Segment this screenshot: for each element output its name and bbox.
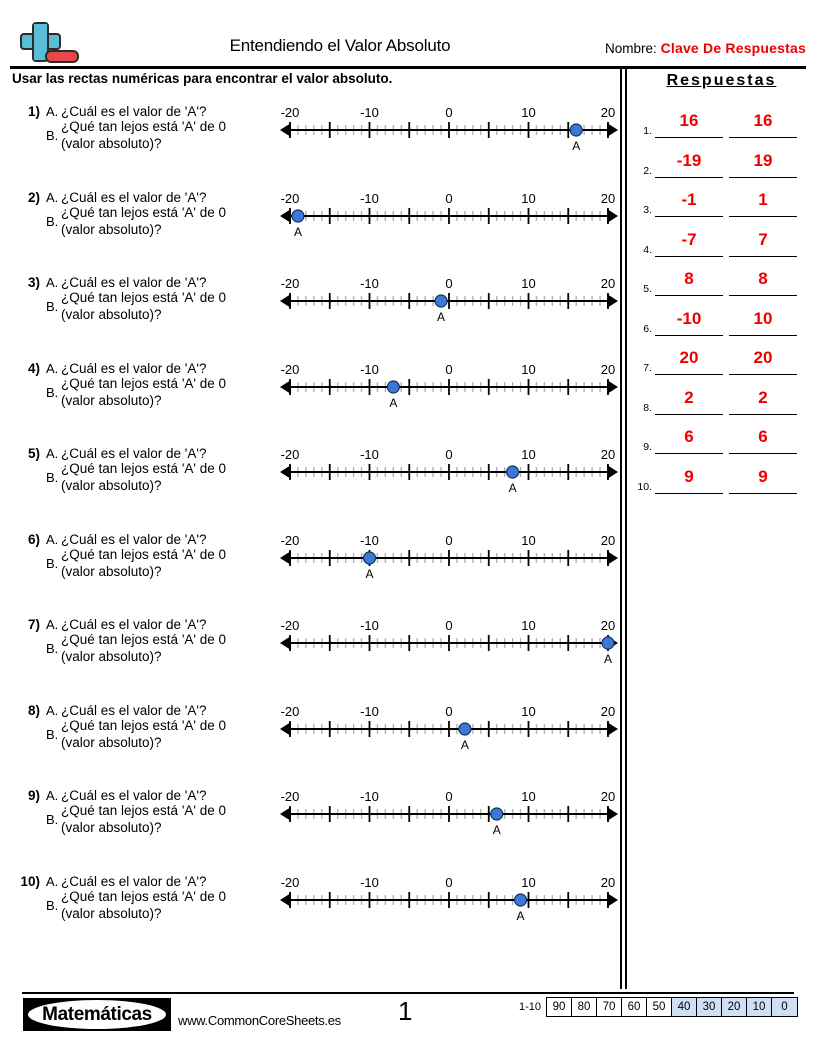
svg-text:0: 0 bbox=[445, 447, 453, 462]
answer-slot-b[interactable]: 9 bbox=[729, 463, 797, 494]
part-b-question: ¿Qué tan lejos está 'A' de 0 (valor absoluto)? bbox=[61, 632, 226, 664]
brand-logo bbox=[23, 998, 171, 1031]
part-a-question: ¿Cuál es el valor de 'A'? bbox=[61, 873, 207, 889]
svg-text:0: 0 bbox=[445, 874, 453, 890]
answer-slot-b[interactable]: 1 bbox=[729, 186, 797, 217]
svg-text:-20: -20 bbox=[280, 789, 300, 804]
answer-row bbox=[630, 300, 816, 336]
svg-text:20: 20 bbox=[600, 789, 616, 804]
part-a-question: ¿Cuál es el valor de 'A'? bbox=[61, 702, 207, 718]
svg-text:A: A bbox=[508, 481, 517, 495]
svg-text:10: 10 bbox=[521, 447, 536, 462]
problem-number: 7) bbox=[27, 617, 40, 632]
part-b-question: ¿Qué tan lejos está 'A' de 0 (valor absoluto)? bbox=[61, 119, 226, 151]
part-b-letter: B. bbox=[46, 299, 59, 314]
answer-row-number: 8. bbox=[643, 401, 652, 414]
part-a-letter: A. bbox=[46, 104, 59, 119]
instruction-text: Usar las rectas numéricas para encontrar el valor absoluto. bbox=[12, 71, 393, 86]
number-line[interactable] bbox=[280, 267, 618, 329]
part-b-letter: B. bbox=[46, 812, 59, 827]
answer-row-number: 7. bbox=[643, 362, 652, 374]
part-b-question: ¿Qué tan lejos está 'A' de 0 (valor absoluto)? bbox=[61, 290, 226, 322]
svg-text:10: 10 bbox=[521, 532, 536, 548]
answer-row bbox=[630, 142, 816, 178]
problem-number: 9) bbox=[27, 788, 40, 803]
svg-text:-20: -20 bbox=[280, 276, 300, 291]
number-line[interactable] bbox=[280, 866, 618, 928]
svg-text:0: 0 bbox=[445, 361, 453, 377]
answer-slot-b[interactable]: 8 bbox=[729, 265, 797, 296]
answer-slot-a[interactable]: -10 bbox=[655, 305, 723, 336]
answer-row bbox=[630, 102, 816, 138]
score-scale-cell[interactable]: 80 bbox=[572, 998, 597, 1016]
svg-text:A: A bbox=[460, 737, 469, 752]
minus-bar bbox=[45, 50, 79, 63]
answer-row bbox=[630, 181, 816, 217]
part-a-letter: A. bbox=[46, 360, 59, 376]
divider-line-right bbox=[625, 69, 627, 989]
svg-text:-20: -20 bbox=[280, 105, 300, 120]
answer-row-number: 3. bbox=[643, 204, 652, 216]
svg-text:0: 0 bbox=[445, 105, 453, 120]
svg-text:-20: -20 bbox=[280, 190, 300, 206]
score-scale-cell[interactable]: 70 bbox=[597, 998, 622, 1016]
svg-text:10: 10 bbox=[521, 105, 536, 120]
score-scale-cell[interactable]: 90 bbox=[547, 998, 572, 1016]
part-b-letter: B. bbox=[46, 641, 59, 656]
problem-number: 5) bbox=[27, 446, 40, 461]
answer-slot-a[interactable]: -19 bbox=[655, 147, 723, 178]
score-scale-cell[interactable]: 0 bbox=[772, 998, 797, 1016]
svg-text:10: 10 bbox=[521, 874, 536, 890]
number-line[interactable] bbox=[280, 353, 618, 415]
svg-text:-10: -10 bbox=[360, 789, 379, 804]
svg-text:-10: -10 bbox=[360, 447, 379, 462]
svg-text:0: 0 bbox=[445, 703, 453, 719]
part-b-question: ¿Qué tan lejos está 'A' de 0 (valor absoluto)? bbox=[61, 461, 226, 493]
svg-text:20: 20 bbox=[600, 447, 616, 462]
svg-text:-10: -10 bbox=[360, 703, 379, 719]
score-scale-cell[interactable]: 40 bbox=[672, 998, 697, 1016]
score-scale-cell[interactable]: 10 bbox=[747, 998, 772, 1016]
answer-row-number: 5. bbox=[643, 283, 652, 295]
svg-text:A: A bbox=[603, 652, 613, 666]
svg-text:-20: -20 bbox=[280, 703, 300, 719]
svg-text:20: 20 bbox=[600, 361, 616, 377]
answer-row-number: 9. bbox=[643, 441, 652, 453]
svg-text:A: A bbox=[293, 224, 302, 239]
score-scale bbox=[519, 997, 798, 1017]
svg-text:A: A bbox=[572, 139, 581, 153]
svg-text:A: A bbox=[492, 823, 501, 837]
problem-row bbox=[0, 780, 620, 865]
problem-row bbox=[0, 182, 620, 267]
answers-panel-title: Respuestas bbox=[666, 72, 777, 89]
part-b-letter: B. bbox=[46, 555, 59, 571]
svg-text:0: 0 bbox=[445, 190, 453, 206]
answer-row-number: 1. bbox=[643, 125, 652, 137]
column-divider bbox=[620, 69, 627, 989]
part-a-letter: A. bbox=[46, 446, 59, 461]
score-scale-cell[interactable]: 50 bbox=[647, 998, 672, 1016]
name-field bbox=[605, 40, 806, 56]
number-line[interactable] bbox=[280, 182, 618, 244]
answer-slot-b[interactable]: 19 bbox=[729, 147, 797, 178]
score-scale-cells bbox=[546, 997, 798, 1017]
page-header bbox=[0, 0, 816, 68]
problem-row bbox=[0, 267, 620, 352]
part-a-letter: A. bbox=[46, 617, 59, 632]
part-b-question: ¿Qué tan lejos está 'A' de 0 (valor absoluto)? bbox=[61, 546, 226, 579]
svg-text:-10: -10 bbox=[360, 190, 379, 206]
answer-slot-a[interactable]: 6 bbox=[655, 423, 723, 454]
number-line[interactable] bbox=[280, 96, 618, 158]
problem-number: 1) bbox=[27, 104, 40, 119]
svg-text:10: 10 bbox=[521, 789, 536, 804]
number-line[interactable] bbox=[280, 780, 618, 842]
problem-row bbox=[0, 695, 620, 780]
answer-slot-b[interactable]: 7 bbox=[729, 226, 797, 257]
problem-number: 4) bbox=[27, 360, 40, 376]
answer-slot-b[interactable]: 20 bbox=[729, 344, 797, 375]
score-scale-cell[interactable]: 20 bbox=[722, 998, 747, 1016]
svg-text:A: A bbox=[389, 395, 398, 410]
svg-text:A: A bbox=[516, 908, 525, 923]
part-a-question: ¿Cuál es el valor de 'A'? bbox=[61, 104, 207, 119]
answer-row bbox=[630, 339, 816, 375]
answer-row-number: 2. bbox=[643, 164, 652, 177]
answer-slot-b[interactable]: 2 bbox=[729, 384, 797, 415]
answer-slot-a[interactable]: 9 bbox=[655, 463, 723, 494]
header-divider bbox=[10, 66, 806, 69]
part-a-letter: A. bbox=[46, 531, 59, 547]
svg-text:A: A bbox=[365, 566, 374, 581]
footer-divider bbox=[22, 992, 794, 994]
part-a-question: ¿Cuál es el valor de 'A'? bbox=[61, 788, 207, 803]
part-b-letter: B. bbox=[46, 470, 59, 485]
answer-row bbox=[630, 418, 816, 454]
answer-row bbox=[630, 260, 816, 296]
part-a-letter: A. bbox=[46, 788, 59, 803]
problem-number: 8) bbox=[27, 702, 40, 718]
problem-number: 2) bbox=[27, 189, 40, 205]
part-a-letter: A. bbox=[46, 275, 59, 290]
answer-slot-a[interactable]: -1 bbox=[655, 186, 723, 217]
svg-text:10: 10 bbox=[521, 703, 536, 719]
problem-row bbox=[0, 609, 620, 694]
svg-text:0: 0 bbox=[445, 532, 453, 548]
problem-row bbox=[0, 866, 620, 951]
svg-text:-10: -10 bbox=[360, 361, 379, 377]
answer-row bbox=[630, 379, 816, 415]
svg-text:10: 10 bbox=[521, 190, 536, 206]
svg-text:10: 10 bbox=[521, 276, 536, 291]
plus-minus-logo-icon bbox=[16, 22, 82, 66]
svg-text:-10: -10 bbox=[360, 276, 379, 291]
part-a-question: ¿Cuál es el valor de 'A'? bbox=[61, 189, 207, 205]
number-line[interactable] bbox=[280, 524, 618, 586]
answer-row-number: 10. bbox=[637, 480, 652, 493]
problem-row bbox=[0, 438, 620, 523]
website-url: www.CommonCoreSheets.es bbox=[178, 1013, 341, 1028]
svg-text:-20: -20 bbox=[280, 532, 300, 548]
page-number: 1 bbox=[398, 996, 413, 1026]
part-b-letter: B. bbox=[46, 726, 59, 742]
part-b-question: ¿Qué tan lejos está 'A' de 0 (valor absoluto)? bbox=[61, 717, 226, 750]
svg-text:20: 20 bbox=[600, 190, 616, 206]
svg-text:0: 0 bbox=[445, 618, 453, 633]
problem-row bbox=[0, 524, 620, 609]
number-line[interactable] bbox=[280, 609, 618, 671]
svg-text:20: 20 bbox=[600, 276, 616, 291]
part-a-question: ¿Cuál es el valor de 'A'? bbox=[61, 275, 207, 290]
number-line[interactable] bbox=[280, 695, 618, 757]
answer-slot-a[interactable]: 20 bbox=[655, 344, 723, 375]
svg-text:20: 20 bbox=[600, 532, 616, 548]
svg-text:20: 20 bbox=[600, 874, 616, 890]
part-b-letter: B. bbox=[46, 897, 59, 913]
score-scale-cell[interactable]: 60 bbox=[622, 998, 647, 1016]
name-value[interactable]: Clave De Respuestas bbox=[660, 40, 806, 56]
part-b-question: ¿Qué tan lejos está 'A' de 0 (valor absoluto)? bbox=[61, 888, 226, 921]
problem-number: 6) bbox=[27, 531, 40, 547]
svg-text:10: 10 bbox=[521, 361, 536, 377]
part-b-letter: B. bbox=[46, 213, 59, 229]
problem-number: 3) bbox=[27, 275, 40, 290]
part-a-question: ¿Cuál es el valor de 'A'? bbox=[61, 531, 207, 547]
number-line[interactable] bbox=[280, 438, 618, 500]
page-title: Entendiendo el Valor Absoluto bbox=[229, 36, 451, 55]
svg-text:-20: -20 bbox=[280, 447, 300, 462]
brand-label: Matemáticas bbox=[28, 1000, 166, 1029]
answer-slot-a[interactable]: 8 bbox=[655, 265, 723, 296]
svg-text:-20: -20 bbox=[280, 361, 300, 377]
problem-row bbox=[0, 96, 620, 181]
divider-line-left bbox=[620, 69, 622, 989]
answer-slot-b[interactable]: 10 bbox=[729, 305, 797, 336]
answer-slot-a[interactable]: 2 bbox=[655, 384, 723, 415]
score-scale-label: 1-10 bbox=[518, 1001, 541, 1013]
part-a-question: ¿Cuál es el valor de 'A'? bbox=[61, 446, 207, 461]
answer-slot-a[interactable]: 16 bbox=[655, 107, 723, 138]
svg-text:-10: -10 bbox=[360, 874, 379, 890]
part-b-question: ¿Qué tan lejos está 'A' de 0 (valor absoluto)? bbox=[61, 204, 226, 237]
svg-text:A: A bbox=[437, 310, 446, 324]
svg-text:20: 20 bbox=[600, 703, 616, 719]
svg-text:-10: -10 bbox=[360, 618, 379, 633]
part-a-letter: A. bbox=[46, 873, 59, 889]
answer-slot-b[interactable]: 16 bbox=[729, 107, 797, 138]
part-a-question: ¿Cuál es el valor de 'A'? bbox=[61, 617, 207, 632]
svg-text:-10: -10 bbox=[360, 105, 379, 120]
problem-row bbox=[0, 353, 620, 438]
svg-text:-10: -10 bbox=[360, 532, 379, 548]
answer-row-number: 6. bbox=[643, 322, 652, 335]
name-label: Nombre: bbox=[605, 41, 657, 56]
svg-text:-20: -20 bbox=[280, 618, 300, 633]
problem-number: 10) bbox=[20, 873, 40, 889]
answer-slot-b[interactable]: 6 bbox=[729, 423, 797, 454]
part-a-letter: A. bbox=[46, 189, 59, 205]
svg-text:20: 20 bbox=[600, 618, 616, 633]
answer-row-number: 4. bbox=[643, 243, 652, 256]
part-b-question: ¿Qué tan lejos está 'A' de 0 (valor absoluto)? bbox=[61, 375, 226, 408]
svg-text:-20: -20 bbox=[280, 874, 300, 890]
svg-text:10: 10 bbox=[521, 618, 536, 633]
part-a-letter: A. bbox=[46, 702, 59, 718]
answer-row bbox=[630, 221, 816, 257]
score-scale-cell[interactable]: 30 bbox=[697, 998, 722, 1016]
part-b-letter: B. bbox=[46, 384, 59, 400]
answer-slot-a[interactable]: -7 bbox=[655, 226, 723, 257]
answer-row bbox=[630, 458, 816, 494]
part-b-letter: B. bbox=[46, 128, 59, 143]
svg-text:20: 20 bbox=[600, 105, 616, 120]
part-b-question: ¿Qué tan lejos está 'A' de 0 (valor absoluto)? bbox=[61, 803, 226, 835]
part-a-question: ¿Cuál es el valor de 'A'? bbox=[61, 360, 207, 376]
svg-text:0: 0 bbox=[445, 789, 453, 804]
svg-text:0: 0 bbox=[445, 276, 453, 291]
